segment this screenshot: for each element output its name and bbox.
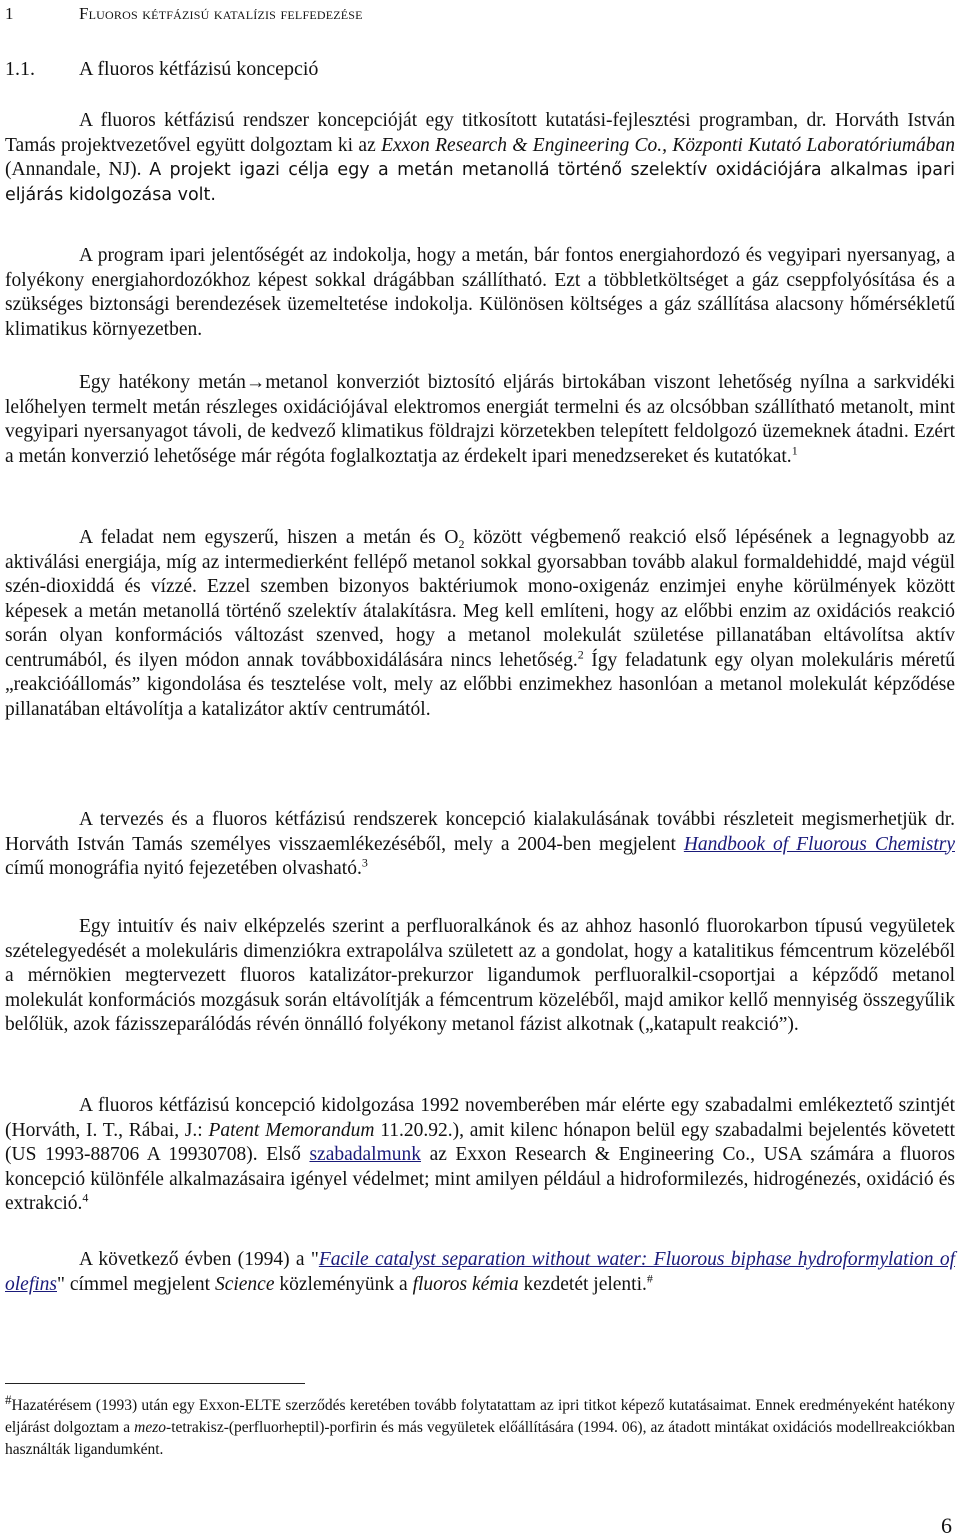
paragraph-2: A program ipari jelentőségét az indokolja, hogy a metán, bár fontos energiahordozó és vegyipari nyersanyag, a folyékony energiahordozókhoz képest sokkal drágábban szállítható. Ezt a többletköltséget a gáz cseppfolyósítása és a szükséges biztonsági berendezések üzemeltetése indokolja. Különösen költséges a gáz szállítása alacsony hőmérsékletű klimatikus környezetben.: [5, 245, 955, 340]
footnote-ref: 2: [577, 647, 584, 661]
footnote-ref: 3: [361, 855, 368, 870]
section-title: A fluoros kétfázisú koncepció: [79, 58, 319, 80]
chapter-heading: [5, 4, 363, 24]
footnote: [5, 1391, 955, 1461]
text-run: között végbemenő reakció első lépésének a legnagyobb az aktiválási energiája, míg az intermedierként fellépő metanol sokkal gyorsabban tovább alakul formaldehiddé, majd végül szén-dioxiddá és vízzé. Ezzel szemben bizonyos baktériumok mono-oxigenáz enzimjei enyhe körülmények között képesek a metán metanollá történő szelektív átalakításra. Meg kell említeni, hogy az előbbi enzim az oxidációs reakció során olyan konformációs változást szenved, hogy a metanol molekulát születése pillanatában eltávolítsa aktív centrumából, és ilyen módon annak továbboxidálására nincs lehetőség.: [5, 527, 955, 671]
paragraph-3: [5, 371, 955, 469]
text-run: (Annandale, NJ).: [5, 159, 150, 180]
italic-run: fluoros kémia: [412, 1273, 519, 1295]
footnote-ref: 1: [791, 443, 798, 457]
footnote-mark: #: [5, 1391, 12, 1407]
paragraph-4: [5, 526, 955, 722]
text-run: A fluoros kétfázisú rendszer koncepcióját egy titkosított kutatási-fejlesztési programban, dr. Horváth István Tamás projektvezetővel együtt dolgoztam ki az: [5, 110, 955, 156]
paragraph-1: [5, 109, 955, 207]
text-run: A tervezés és a fluoros kétfázisú rendszerek koncepció kialakulásának további részleteit megismerhetjük dr. Horváth István Tamás személyes visszaemlékezéséből, mely a 2004-ben megjelent: [5, 809, 955, 855]
journal-name: Science: [214, 1273, 275, 1295]
section-number: 1.1.: [5, 58, 35, 80]
article-link[interactable]: Facile catalyst separation without water: Fluorous biphase hydroformylation of olefins: [5, 1249, 955, 1295]
text-run: " címmel megjelent: [57, 1273, 215, 1295]
italic-run: Exxon Research & Engineering Co., Központi Kutató Laboratóriumában: [381, 134, 955, 156]
text-run: Hazatérésem (1993) után egy Exxon-ELTE szerződés keretében tovább folytatattam az ipri titkot képező kutatásaimat. Ennek eredményeként hatékony eljárást dolgoztam a: [5, 1397, 955, 1436]
italic-run: mezo: [134, 1419, 167, 1436]
footnote-ref: 4: [82, 1190, 89, 1205]
text-run: -tetrakisz-(perfluorheptil)-porfirin és más vegyületek előállítására (1994. 06), az átadott mintákat oxidációs modellreakciókban használták ligandumként.: [5, 1419, 955, 1458]
text-run: Egy hatékony metán: [79, 372, 246, 393]
text-run: A feladat nem egyszerű, hiszen a metán és O: [79, 527, 459, 548]
italic-run: Patent Memorandum: [208, 1119, 375, 1141]
page-number: 6: [941, 1513, 952, 1538]
section-heading: [5, 58, 318, 81]
text-run: kezdetét jelenti.: [518, 1273, 647, 1295]
text-run: metanol konverziót biztosító eljárás birtokában viszont lehetőség nyílna a sarkvidéki lelőhelyen termelt metán részleges oxidációjával elektromos energiát termelni és az olcsóbban szállítható metanolt, mint vegyipari nyersanyagot távoli, de kedvező klimatikus földrajzi körzetekben telepített feldolgozó üzemeknek átadni. Ezért a metán konverzió lehetősége már régóta foglalkoztatja az érdekelt ipari menedzsereket és kutatókat.: [5, 372, 955, 467]
text-run: A következő évben (1994) a ": [79, 1249, 319, 1270]
sans-text-run: A projekt igazi célja egy a metán metanollá történő szelektív oxidációjára alkalmas ipari eljárás kidolgozása volt.: [5, 160, 955, 205]
subscript: 2: [458, 536, 465, 551]
chapter-title: Fluoros kétfázisú katalízis felfedezése: [79, 4, 363, 23]
text-run: az Exxon Research & Engineering Co., USA számára a fluoros koncepció különféle alkalmazásaira igényel védelmet; mint amilyen például a hidroformilezés, hidrogénezés, oxidáció és extrakció.: [5, 1144, 955, 1214]
paragraph-8: [5, 1248, 955, 1297]
footnote-ref: #: [646, 1271, 653, 1285]
text-run: közleményünk a: [274, 1273, 413, 1295]
footnote-divider: [5, 1383, 305, 1384]
right-arrow-icon: →: [245, 372, 266, 393]
chapter-number: 1: [5, 4, 14, 23]
text-run: 11.20.92.), amit kilenc hónapon belül egy szabadalmi bejelentés követett (US 1993-88706 A 19930708). Első: [5, 1119, 955, 1165]
handbook-link[interactable]: Handbook of Fluorous Chemistry: [683, 833, 955, 855]
text-run: című monográfia nyitó fejezetében olvasható.: [5, 858, 362, 879]
paragraph-6: Egy intuitív és naiv elképzelés szerint a perfluoralkánok és az ahhoz hasonló fluorokarbon típusú vegyületek szételegyedését a molekuláris dimenziókra extrapolálva született az a gondolat, hogy a katalitikus fémcentrum közeléből a mérnökien megtervezett fluoros katalizátor-prekurzor ligandumok perfluoralkil-csoportjai a képződő metanol molekulát konformációs mozgásuk során eltávolítják a fémcentrum közeléből, majd amikor kellő mennyiség összegyűlik belőlük, azok fázisszeparálódás révén önnálló folyékony metanol fázist alkotnak („katapult reakció”).: [5, 916, 955, 1035]
paragraph-7: [5, 1094, 955, 1217]
paragraph-5: [5, 808, 955, 882]
patent-link[interactable]: szabadalmunk: [309, 1144, 421, 1165]
text-run: Így feladatunk egy olyan molekuláris méretű „reakcióállomás” kigondolása és tesztelése volt, mely az előbbi enzimekhez hasonlóan a metanol molekulát képződése pillanatában eltávolítja a katalizátor aktív centrumától.: [5, 649, 956, 720]
text-run: A fluoros kétfázisú koncepció kidolgozása 1992 novemberében már elérte egy szabadalmi emlékeztető szintjét (Horváth, I. T., Rábai, J.:: [5, 1095, 955, 1141]
